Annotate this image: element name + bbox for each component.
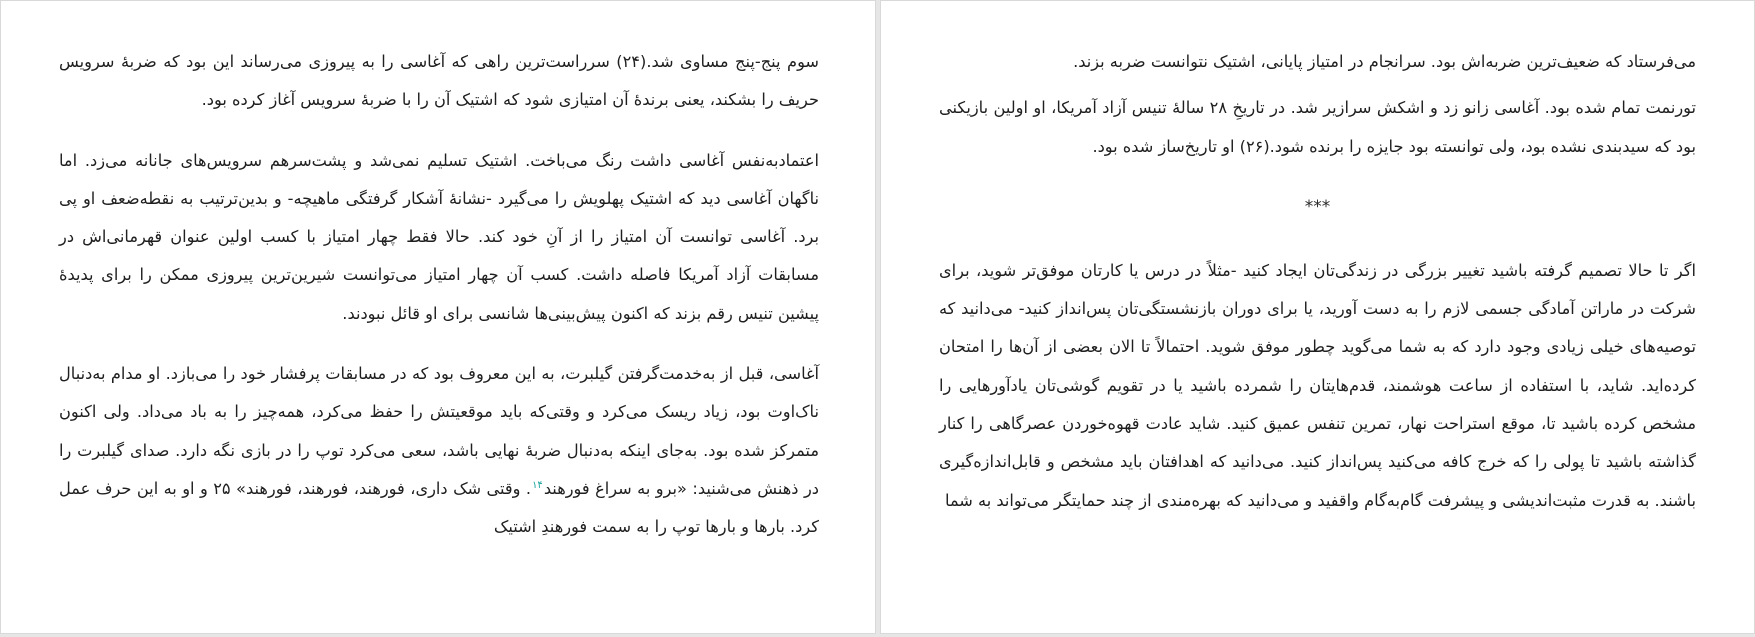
right-page: [880, 0, 1755, 634]
right-paragraph-2: تورنمت تمام شده بود. آغاسی زانو زد و اشکش سرازیر شد. در تاریخِ ۲۸ سالهٔ تنیس آزاد آمریکا، او اولین بازیکنی بود که سیدبندی نشده بود، ولی توانسته بود جایزه را برنده شود.(۲۶) او تاریخ‌ساز شده بود.: [939, 98, 1697, 156]
footnote-link[interactable]: ۱۴: [532, 479, 543, 491]
left-paragraph-3-part-1: آغاسی، قبل از به‌خدمت‌گرفتن گیلبرت، به این معروف بود که در مسابقات پرفشار خود را می‌بازد. او مدام به‌دنبال ناک‌اوت بود، زیاد ریسک می‌کرد و وقتی‌که باید موقعیتش را حفظ می‌کرد، همه‌چیز را به باد می‌داد. ولی اکنون متمرکز شده بود. به‌جای اینکه به‌دنبال ضربهٔ نهایی باشد، سعی می‌کرد توپ را در بازی نگه دارد. صدای گیلبرت را در ذهنش می‌شنید: «برو به سراغ فورهند: [59, 364, 819, 498]
left-page: [0, 0, 876, 634]
left-page-text: [59, 43, 819, 547]
left-paragraph-3: [59, 355, 819, 546]
left-paragraph-2: اعتمادبه‌نفس آغاسی داشت رنگ می‌باخت. اشتیک تسلیم نمی‌شد و پشت‌سرهم سرویس‌های جانانه می‌زد. اما ناگهان آغاسی دید که اشتیک پهلویش را می‌گیرد -نشانهٔ آشکار گرفتگی ماهیچه- و بدین‌ترتیب به نقطه‌ضعف او پی برد. آغاسی توانست آن امتیاز را از آنِ خود کند. حالا فقط چهار امتیاز با کسب اولین عنوان قهرمانی‌اش در مسابقات آزاد آمریکا فاصله داشت. کسب آن چهار امتیاز می‌توانست شیرین‌ترین پیروزی ممکن را برای پدیدهٔ پیشین تنیس رقم بزند که اکنون پیش‌بینی‌ها شانسی برای او قائل نبودند.: [59, 150, 819, 323]
right-paragraph-3: اگر تا حالا تصمیم گرفته باشید تغییر بزرگی در زندگی‌تان ایجاد کنید -مثلاً در درس یا کارتان موفق‌تر شوید، برای شرکت در ماراتن آمادگی جسمی لازم را به دست آورید، یا برای دوران بازنشستگی‌تان پس‌انداز کنید- می‌دانید که توصیه‌های خیلی زیادی وجود دارد که به شما می‌گوید چطور موفق شوید. احتمالاً تا الان بعضی از آن‌ها را امتحان کرده‌اید. شاید، با استفاده از ساعت هوشمند، قدم‌هایتان را شمرده باشید یا در تقویم گوشی‌تان یادآورهایی را مشخص کرده باشید تا، موقع استراحت نهار، تمرین تنفس عمیق کنید. شاید عادت قهوه‌خوردن عصرگاهی را کنار گذاشته باشید تا پولی را که خرج کافه می‌کنید پس‌انداز کنید. می‌دانید که اهدافتان باید مشخص و قابل‌اندازه‌گیری باشند. به قدرت مثبت‌اندیشی و پیشرفت گام‌به‌گام واقفید و می‌دانید که بهره‌مندی از چند حمایتگر می‌تواند به شما: [939, 260, 1696, 510]
right-paragraph-1: می‌فرستاد که ضعیف‌ترین ضربه‌اش بود. سرانجام در امتیاز پایانی، اشتیک نتوانست ضربه بزند.: [1073, 52, 1696, 71]
left-paragraph-3-part-2: . وقتی شک داری، فورهند، فورهند، فورهند» ۲۵ و او به این حرف عمل کرد. بارها و بارها توپ را به سمت فورهندِ اشتیک: [59, 478, 819, 537]
left-paragraph-1: سوم پنج‌-پنج مساوی شد.(۲۴) سرراست‌ترین راهی که آغاسی را به پیروزی می‌رساند این بود که ضربهٔ سرویس حریف را بشکند، یعنی برندهٔ آن امتیازی شود که اشتیک آن را با ضربهٔ سرویس آغاز کرده بود.: [59, 52, 819, 110]
right-page-text: [939, 43, 1696, 520]
section-separator: ***: [1304, 196, 1331, 217]
